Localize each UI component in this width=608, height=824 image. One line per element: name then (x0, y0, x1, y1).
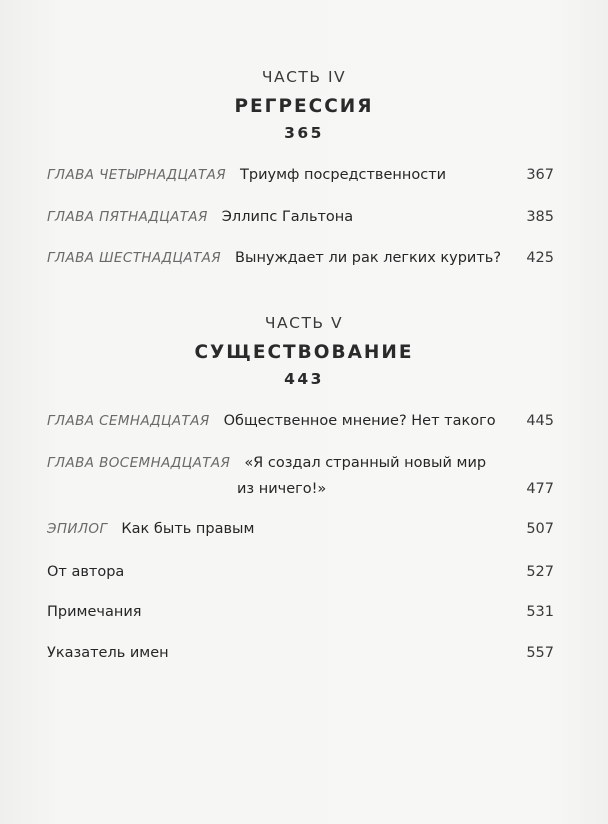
part-title: СУЩЕСТВОВАНИЕ (194, 342, 414, 363)
chapter-label: ГЛАВА СЕМНАДЦАТАЯ (47, 413, 210, 429)
chapter-title: Общественное мнение? Нет такого (223, 413, 496, 429)
toc-entry-back-matter (47, 642, 554, 664)
page-number: 557 (526, 645, 554, 661)
chapter-title: «Я создал странный новый мир (244, 455, 487, 471)
part-page-block (0, 370, 608, 388)
part-label: ЧАСТЬ V (264, 314, 344, 332)
back-matter-title: Примечания (47, 604, 142, 620)
epilogue-title: Как быть правым (121, 521, 255, 537)
toc-entry (47, 206, 554, 228)
part-header (0, 68, 608, 86)
part-label: ЧАСТЬ IV (261, 68, 347, 86)
page-number: 477 (526, 481, 554, 497)
part-page-number: 443 (284, 370, 324, 388)
chapter-label: ГЛАВА ШЕСТНАДЦАТАЯ (47, 250, 222, 266)
toc-entry (47, 410, 554, 432)
toc-entry-continuation (47, 478, 554, 500)
toc-entry-back-matter (47, 601, 554, 623)
page-number: 527 (526, 564, 554, 580)
back-matter-title: От автора (47, 564, 125, 580)
part-title-block (0, 342, 608, 363)
epilogue-label: ЭПИЛОГ (47, 521, 108, 537)
part-page-number: 365 (284, 124, 324, 142)
page-number: 367 (526, 167, 554, 183)
chapter-title: Триумф посредственности (240, 167, 447, 183)
page-number: 445 (526, 413, 554, 429)
chapter-label: ГЛАВА ВОСЕМНАДЦАТАЯ (47, 455, 231, 471)
chapter-label: ГЛАВА ПЯТНАДЦАТАЯ (47, 209, 208, 225)
chapter-title-continuation: из ничего!» (237, 481, 327, 497)
toc-entry (47, 452, 554, 474)
toc-entry-epilogue (47, 518, 554, 540)
part-title-block (0, 96, 608, 117)
chapter-title: Эллипс Гальтона (221, 209, 354, 225)
part-page-block (0, 124, 608, 142)
part-header (0, 314, 608, 332)
page-number: 507 (526, 521, 554, 537)
toc-entry (47, 164, 554, 186)
page-number: 531 (526, 604, 554, 620)
page-number: 385 (526, 209, 554, 225)
chapter-label: ГЛАВА ЧЕТЫРНАДЦАТАЯ (47, 167, 227, 183)
back-matter-title: Указатель имен (47, 645, 169, 661)
toc-entry (47, 247, 554, 269)
page-number: 425 (526, 250, 554, 266)
chapter-title: Вынуждает ли рак легких курить? (235, 250, 502, 266)
part-title: РЕГРЕССИЯ (234, 96, 374, 117)
toc-entry-back-matter (47, 561, 554, 583)
